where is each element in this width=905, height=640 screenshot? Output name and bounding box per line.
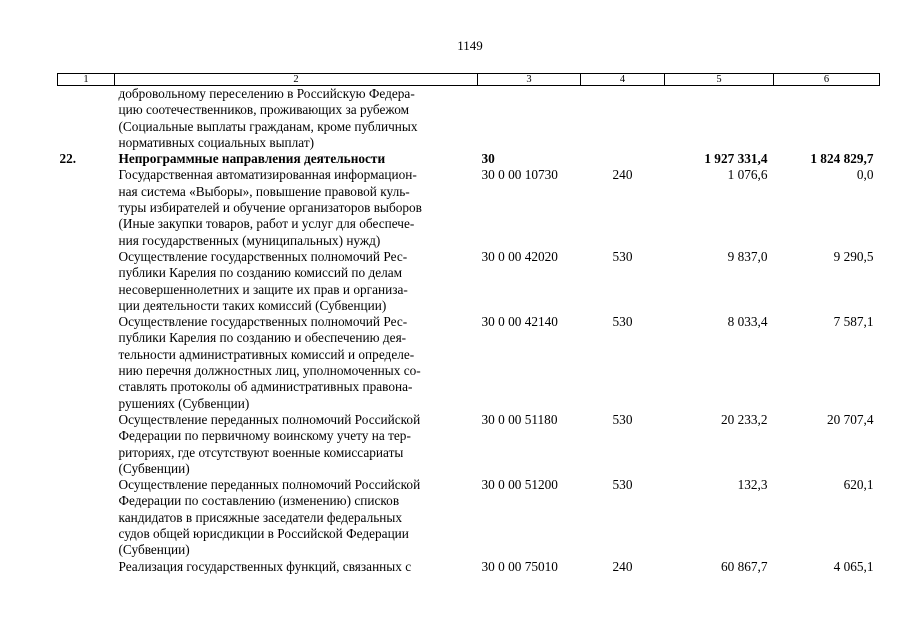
row-amount-year1: 8 033,4 <box>727 314 768 330</box>
row-code: 30 0 00 75010 <box>481 558 558 574</box>
column-header: 5 <box>665 74 774 86</box>
table-row <box>58 314 880 412</box>
row-amount-year2: 1 824 829,7 <box>810 151 874 167</box>
row-number <box>58 86 115 152</box>
row-code <box>478 86 581 152</box>
row-name: Непрограммные направления деятельности <box>118 151 386 167</box>
row-amount-year2: 9 290,5 <box>833 248 874 264</box>
row-code: 30 <box>481 151 495 167</box>
row-expense-type: 530 <box>612 477 633 493</box>
row-code: 30 0 00 42140 <box>481 314 558 330</box>
table-row <box>58 151 880 167</box>
column-header: 3 <box>478 74 581 86</box>
row-amount-year1: 60 867,7 <box>720 558 768 574</box>
column-header: 2 <box>115 74 478 86</box>
table-body <box>58 86 880 575</box>
row-number: 22. <box>59 151 77 167</box>
row-amount-year2: 0,0 <box>856 167 874 183</box>
row-code: 30 0 00 10730 <box>481 167 558 183</box>
row-name: добровольному переселению в Российскую Федера- цию соотечественников, проживающих за рубежом (Социальные выплаты гражданам, кроме публичных нормативных социальных выплат) <box>118 86 418 150</box>
table-row <box>58 249 880 314</box>
row-amount-year1 <box>665 86 774 152</box>
row-expense-type: 530 <box>612 314 633 330</box>
row-name: Осуществление государственных полномочий Рес- публики Карелия по созданию и обеспечению дея- тельности административных комиссий и определе- нию перечня должностных лиц, уполномоченных со- ставлять протоколы об административных правона- рушениях (Субвенции) <box>118 314 421 411</box>
row-number <box>58 167 115 248</box>
table-row <box>58 477 880 558</box>
row-amount-year1: 132,3 <box>737 477 768 493</box>
page-number: 1149 <box>457 38 483 53</box>
row-name: Осуществление переданных полномочий Российской Федерации по составлению (изменению) списков кандидатов в присяжные заседатели федеральных судов общей юрисдикции в Российской Федерации (Субвенции) <box>118 477 421 558</box>
row-code: 30 0 00 51200 <box>481 477 558 493</box>
row-expense-type: 530 <box>612 411 633 427</box>
row-name: Реализация государственных функций, связанных с <box>118 558 412 574</box>
row-amount-year2: 20 707,4 <box>826 411 874 427</box>
row-code: 30 0 00 51180 <box>481 411 558 427</box>
row-amount-year1: 1 076,6 <box>727 167 768 183</box>
row-amount-year1: 20 233,2 <box>720 411 768 427</box>
row-number <box>58 477 115 558</box>
table-row <box>58 86 880 152</box>
column-header: 4 <box>581 74 665 86</box>
row-amount-year2: 620,1 <box>843 477 874 493</box>
table-row <box>58 167 880 248</box>
row-number <box>58 249 115 314</box>
column-header-row <box>58 74 880 86</box>
row-amount-year2: 7 587,1 <box>833 314 874 330</box>
budget-table <box>57 73 880 575</box>
row-code: 30 0 00 42020 <box>481 248 558 264</box>
column-header: 6 <box>774 74 880 86</box>
row-name: Осуществление переданных полномочий Российской Федерации по первичному воинскому учету на тер- риториях, где отсутствуют военные комиссариаты (Субвенции) <box>118 411 421 476</box>
row-amount-year1: 1 927 331,4 <box>704 151 768 167</box>
row-number <box>58 412 115 477</box>
row-number <box>58 314 115 412</box>
row-expense-type <box>581 151 665 167</box>
table-row <box>58 559 880 575</box>
row-amount-year2: 4 065,1 <box>833 558 874 574</box>
row-expense-type: 530 <box>612 248 633 264</box>
column-header: 1 <box>58 74 115 86</box>
row-number <box>58 559 115 575</box>
row-amount-year1: 9 837,0 <box>727 248 768 264</box>
row-expense-type: 240 <box>612 167 633 183</box>
row-amount-year2 <box>774 86 880 152</box>
row-expense-type: 240 <box>612 558 633 574</box>
row-name: Государственная автоматизированная информацион- ная система «Выборы», повышение правовой куль- туры избирателей и обучение организаторов выборов (Иные закупки товаров, работ и услуг для обеспече- ния государственных (муниципальных) нужд) <box>118 167 422 248</box>
row-expense-type <box>581 86 665 152</box>
row-name: Осуществление государственных полномочий Рес- публики Карелия по созданию комиссий по делам несовершеннолетних и защите их прав и организа- ции деятельности таких комиссий (Субвенции) <box>118 248 408 313</box>
table-row <box>58 412 880 477</box>
